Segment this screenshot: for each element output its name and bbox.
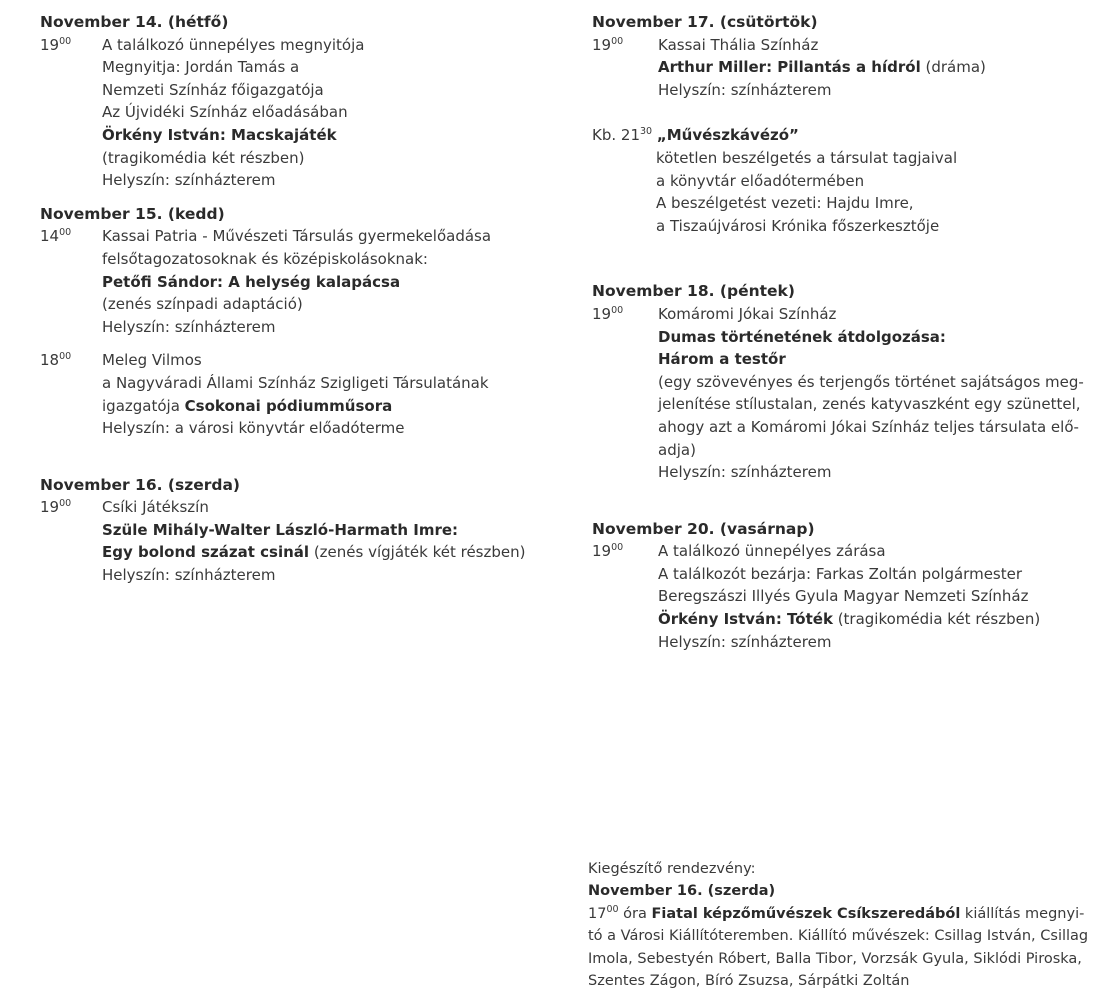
entry-line: Arthur Miller: Pillantás a hídról (dráma) bbox=[658, 58, 986, 77]
event-title: „Művészkávézó” bbox=[656, 126, 799, 145]
day-nov17 bbox=[592, 11, 1062, 237]
spacer bbox=[592, 101, 1062, 124]
program-entry bbox=[592, 540, 1062, 653]
time-label: $19^{00}$ bbox=[40, 498, 72, 517]
venue-line: Helyszín: színházterem bbox=[658, 632, 832, 651]
spacer bbox=[592, 237, 1062, 280]
program-entry bbox=[592, 34, 1062, 102]
entry-line: igazgatója Csokonai pódiumműsora bbox=[102, 396, 393, 415]
venue-line: Helyszín: a városi könyvtár előadóterme bbox=[102, 419, 405, 438]
venue-line: Helyszín: színházterem bbox=[658, 80, 832, 99]
day-heading: November 14. (hétfő) bbox=[40, 13, 229, 31]
entry-line: felsőtagozatosoknak és középiskolásoknak: bbox=[102, 249, 428, 268]
time-label: Kb. $21^{30}$ bbox=[592, 126, 653, 145]
time-label: $17^{00}$ bbox=[588, 903, 619, 922]
entry-body bbox=[102, 225, 540, 338]
entry-line: Örkény István: Tóték (tragikomédia két részben) bbox=[658, 610, 1041, 629]
play-title: Örkény István: Tóték bbox=[658, 610, 833, 629]
time-label: $19^{00}$ bbox=[592, 35, 624, 54]
day-nov16 bbox=[40, 474, 540, 587]
program-entry bbox=[40, 496, 540, 586]
program-entry bbox=[40, 34, 540, 192]
play-title: Három a testőr bbox=[658, 350, 786, 369]
entry-line: ahogy azt a Komáromi Jókai Színház teljes társulata elő- bbox=[658, 417, 1079, 436]
left-column bbox=[40, 11, 540, 587]
venue-line: Helyszín: színházterem bbox=[102, 566, 276, 585]
spacer bbox=[40, 338, 540, 349]
time-label: $19^{00}$ bbox=[592, 304, 624, 323]
program-entry bbox=[40, 225, 540, 338]
time-label: $19^{00}$ bbox=[592, 542, 624, 561]
entry-line: A találkozó ünnepélyes megnyitója bbox=[102, 35, 365, 54]
entry-line: Imola, Sebestyén Róbert, Balla Tibor, Vorzsák Gyula, Siklódi Piroska, bbox=[588, 950, 1082, 967]
spacer bbox=[592, 484, 1062, 518]
entry-line: Nemzeti Színház főigazgatója bbox=[102, 80, 324, 99]
entry-line: Kassai Thália Színház bbox=[658, 35, 819, 54]
day-nov20 bbox=[592, 518, 1062, 654]
supplementary-event bbox=[588, 858, 1089, 992]
entry-line: a Nagyváradi Állami Színház Szigligeti Társulatának bbox=[102, 373, 489, 392]
entry-line: Komáromi Jókai Színház bbox=[658, 304, 837, 323]
spacer bbox=[40, 192, 540, 203]
play-authors: Szüle Mihály-Walter László-Harmath Imre: bbox=[102, 520, 459, 539]
entry-line: kötetlen beszélgetés a társulat tagjaival bbox=[656, 148, 958, 167]
play-title: Egy bolond százat csinál bbox=[102, 543, 310, 562]
entry-line: Beregszászi Illyés Gyula Magyar Nemzeti Színház bbox=[658, 587, 1029, 606]
play-title: Arthur Miller: Pillantás a hídról bbox=[658, 58, 921, 77]
venue-line: Helyszín: színházterem bbox=[658, 463, 832, 482]
entry-line: Szentes Zágon, Bíró Zsuzsa, Sárpátki Zoltán bbox=[588, 973, 910, 990]
play-authors: Dumas történetének átdolgozása: bbox=[658, 327, 946, 346]
exhibition-title: Fiatal képzőművészek Csíkszeredából bbox=[651, 905, 961, 922]
day-nov18 bbox=[592, 280, 1084, 483]
entry-line: Csíki Játékszín bbox=[102, 498, 209, 517]
play-title: Örkény István: Macskajáték bbox=[102, 125, 337, 144]
entry-line: Megnyitja: Jordán Tamás a bbox=[102, 58, 300, 77]
program-entry bbox=[40, 349, 540, 439]
entry-line: A találkozót bezárja: Farkas Zoltán polgármester bbox=[658, 564, 1023, 583]
entry-line: Egy bolond százat csinál (zenés vígjáték két részben) bbox=[102, 543, 526, 562]
day-heading: November 16. (szerda) bbox=[588, 883, 776, 900]
time-label: $19^{00}$ bbox=[40, 35, 72, 54]
entry-line: adja) bbox=[658, 440, 696, 459]
day-nov15 bbox=[40, 203, 540, 440]
time-label: $14^{00}$ bbox=[40, 227, 72, 246]
entry-line: tó a Városi Kiállítóteremben. Kiállító művészek: Csillag István, Csillag bbox=[588, 928, 1089, 945]
venue-line: Helyszín: színházterem bbox=[102, 317, 276, 336]
supplement-label: Kiegészítő rendezvény: bbox=[588, 861, 756, 877]
time-label: $18^{00}$ bbox=[40, 351, 72, 370]
day-heading: November 16. (szerda) bbox=[40, 475, 241, 494]
entry-line: Az Újvidéki Színház előadásában bbox=[102, 103, 348, 122]
play-title: Petőfi Sándor: A helység kalapácsa bbox=[102, 272, 401, 291]
right-column bbox=[592, 11, 1084, 653]
entry-line: a könyvtár előadótermében bbox=[656, 171, 865, 190]
entry-body bbox=[102, 349, 540, 439]
day-heading: November 15. (kedd) bbox=[40, 204, 225, 223]
entry-line: Meleg Vilmos bbox=[102, 351, 202, 370]
entry-line: (zenés színpadi adaptáció) bbox=[102, 295, 303, 314]
day-heading: November 20. (vasárnap) bbox=[592, 519, 815, 538]
entry-line: A beszélgetést vezeti: Hajdu Imre, bbox=[656, 194, 914, 213]
entry-body bbox=[102, 34, 540, 192]
entry-body bbox=[658, 34, 1062, 102]
entry-line: (tragikomédia két részben) bbox=[102, 148, 305, 167]
entry-line: a Tiszaújvárosi Krónika főszerkesztője bbox=[656, 216, 940, 235]
entry-line: Kassai Patria - Művészeti Társulás gyermekelőadása bbox=[102, 227, 492, 246]
venue-line: Helyszín: színházterem bbox=[102, 171, 276, 190]
entry-body bbox=[658, 540, 1062, 653]
program-entry bbox=[592, 303, 1084, 484]
entry-line: jelenítése stílustalan, zenés katyvaszként egy szünettel, bbox=[658, 395, 1081, 414]
entry-line: $17^{00}$ óra Fiatal képzőművészek Csíkszeredából kiállítás megnyi- bbox=[588, 903, 1085, 922]
day-heading: November 18. (péntek) bbox=[592, 282, 795, 301]
entry-body bbox=[102, 496, 540, 586]
program-entry bbox=[592, 124, 1062, 237]
day-nov14 bbox=[40, 11, 540, 192]
entry-line: A találkozó ünnepélyes zárása bbox=[658, 542, 886, 561]
spacer bbox=[40, 440, 540, 474]
entry-body bbox=[658, 303, 1084, 484]
day-heading: November 17. (csütörtök) bbox=[592, 13, 818, 31]
play-title: Csokonai pódiumműsora bbox=[184, 396, 393, 415]
entry-line: (egy szövevényes és terjengős történet sajátságos meg- bbox=[658, 372, 1084, 391]
